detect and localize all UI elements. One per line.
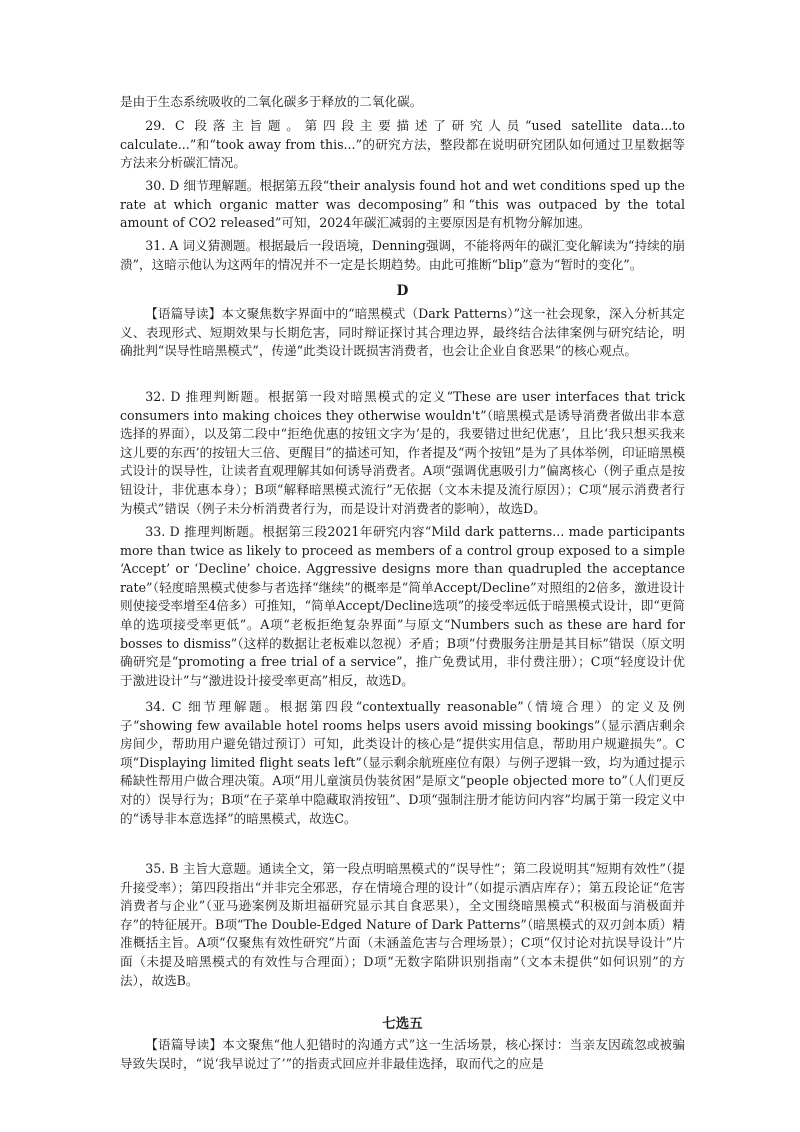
answer-29: 29. C 段落主旨题。第四段主要描述了研究人员“used satellite data...to calculate...”和“took away from this...”的研究方法，整段都在说明研究团队如何通过卫星数据等方法来分析碳汇情况。	[120, 118, 685, 171]
section-heading-seven-choose-five: 七选五	[382, 1016, 423, 1032]
passage-intro-seven-choose-five: 【语篇导读】本文聚焦“他人犯错时的沟通方式”这一生活场景，核心探讨：当亲友因疏忽或被骗导致失误时，“说‘我早说过了’”的指责式回应并非最佳选择，取而代之的应是	[120, 1037, 685, 1071]
section-heading-d: D	[396, 283, 409, 299]
answer-30: 30. D 细节理解题。根据第五段“their analysis found hot and wet conditions sped up the rate at which organic matter was decomposing”和“this was outpaced by the total amount of CO2 released”可知，2024年碳汇减弱的主要原因是有机物分解加速。	[120, 178, 685, 231]
paragraph-continuation: 是由于生态系统吸收的二氧化碳多于释放的二氧化碳。	[120, 94, 423, 109]
answer-33: 33. D 推理判断题。根据第三段2021年研究内容“Mild dark patterns... made participants more than twice as likely to proceed as members of a control group exposed to a simple ‘Accept’ or ‘Decline’ choice. Aggressive designs more than quadrupled the acceptance rate”（轻度暗黑模式使参与者选择“继续”的概率是“简单Accept/Decline”对照组的2倍多，激进设计则使接受率增至4倍多）可推知，“简单Accept/Decline选项”的接受率远低于暗黑模式设计，即“更简单的选项接受率更低”。A项“老板拒绝复杂界面”与原文“Numbers such as these are hard for bosses to dismiss”（这样的数据让老板难以忽视）矛盾；B项“付费服务注册是其目标”错误（原文明确研究是“promoting a free trial of a service”，推广免费试用，非付费注册）；C项“轻度设计优于激进设计”与“激进设计接受率更高”相反，故选D。	[120, 524, 685, 688]
answer-32: 32. D 推理判断题。根据第一段对暗黑模式的定义“These are user interfaces that trick consumers into making choices they otherwise wouldn't”（暗黑模式是诱导消费者做出非本意选择的界面），以及第二段中“拒绝优惠的按钮文字为‘是的，我要错过世纪优惠’，且比‘我只想买我来这儿要的东西’的按钮大三倍、更醒目”的描述可知，作者提及“两个按钮”是为了具体举例，印证暗黑模式设计的误导性，让读者直观理解其如何诱导消费者。A项“强调优惠吸引力”偏离核心（例子重点是按钮设计，非优惠本身）；B项“解释暗黑模式流行”无依据（文本未提及流行原因）；C项“展示消费者行为模式”错误（例子未分析消费者行为，而是设计对消费者的影响），故选D。	[120, 389, 685, 516]
answer-35: 35. B 主旨大意题。通读全文，第一段点明暗黑模式的“误导性”；第二段说明其“短期有效性”（提升接受率）；第四段指出“并非完全邪恶，存在情境合理的设计”（如提示酒店库存）；第五段论证“危害消费者与企业”（亚马逊案例及斯坦福研究显示其自食恶果），全文围绕暗黑模式“积极面与消极面并存”的特征展开。B项“The Double-Edged Nature of Dark Patterns”（暗黑模式的双刃剑本质）精准概括主旨。A项“仅聚焦有效性研究”片面（未涵盖危害与合理场景）；C项“仅讨论对抗误导设计”片面（未提及暗黑模式的有效性与合理面）；D项“无数字陷阱识别指南”（文本未提供“如何识别”的方法），故选B。	[120, 861, 685, 988]
answer-34: 34. C 细节理解题。根据第四段“contextually reasonable”（情境合理）的定义及例子“showing few available hotel rooms helps users avoid missing bookings”（显示酒店剩余房间少，帮助用户避免错过预订）可知，此类设计的核心是“提供实用信息，帮助用户规避损失”。C项“Displaying limited flight seats left”（显示剩余航班座位有限）与例子逻辑一致，均为通过提示稀缺性帮用户做合理决策。A项“用儿童演员伪装贫困”是原文“people objected more to”（人们更反对的）误导行为；B项“在子菜单中隐藏取消按钮”、D项“强制注册才能访问内容”均属于第一段定义中的“诱导非本意选择”的暗黑模式，故选C。	[120, 699, 685, 826]
answer-31: 31. A 词义猜测题。根据最后一段语境，Denning强调，不能将两年的碳汇变化解读为“持续的崩溃”，这暗示他认为这两年的情况并不一定是长期趋势。由此可推断“blip”意为“暂时的变化”。	[120, 238, 685, 272]
passage-intro-d: 【语篇导读】本文聚焦数字界面中的“暗黑模式（Dark Patterns）”这一社会现象，深入分析其定义、表现形式、短期效果与长期危害，同时辩证探讨其合理边界，最终结合法律案例与研究结论，明确批判“误导性暗黑模式”，传递“此类设计既损害消费者，也会让企业自食恶果”的核心观点。	[120, 306, 685, 359]
